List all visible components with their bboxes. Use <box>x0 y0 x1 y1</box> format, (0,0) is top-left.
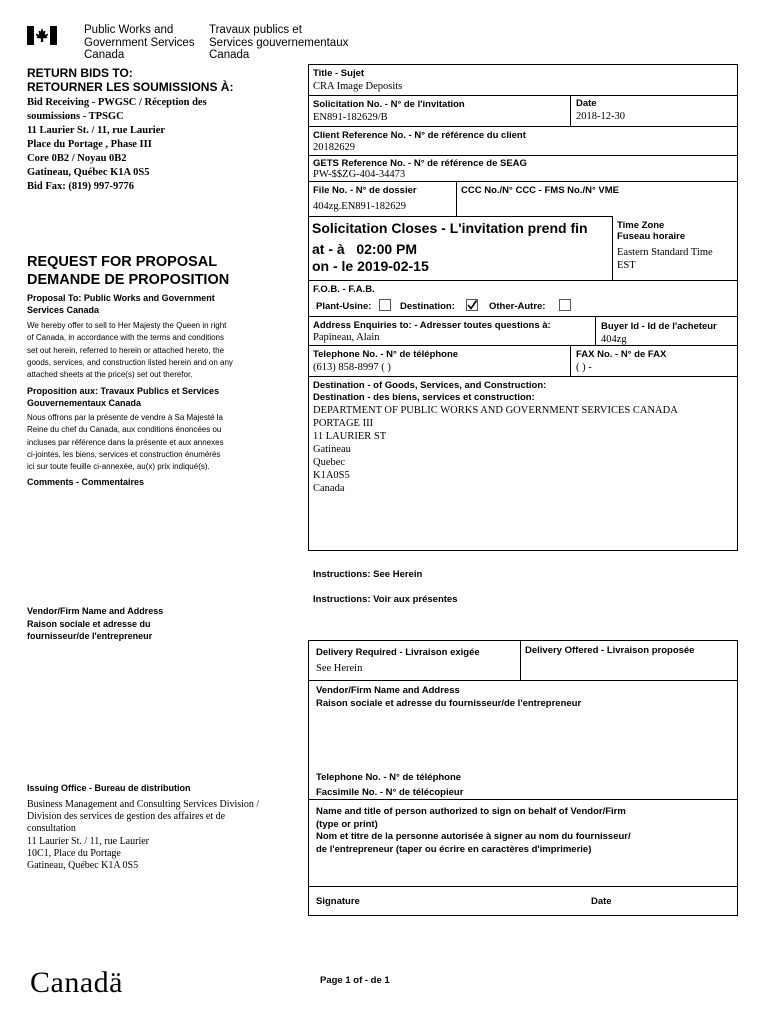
destination-checkbox[interactable] <box>466 299 478 311</box>
gets-value: PW-$$ZG-404-34473 <box>313 169 406 180</box>
solicitation-value: EN891-182629/B <box>313 112 388 123</box>
date-label: Date <box>576 98 597 109</box>
document-title: REQUEST FOR PROPOSAL DEMANDE DE PROPOSITION <box>27 254 230 288</box>
telephone-value: (613) 858-8997 ( ) <box>313 362 391 373</box>
proposal-text-en: We hereby offer to sell to Her Majesty the Queen in right of Canada, in accordance with the terms and conditions set out herein, referred to herein or attached hereto, the goods, services, and construction listed herein and on any attached sheets at the price(s) set out therefor. <box>27 321 233 380</box>
vendor-label-right: Vendor/Firm Name and Address Raison sociale et adresse du fournisseur/de l'entrepreneur <box>316 685 582 709</box>
department-name-fr: Travaux publics et Services gouvernementaux Canada <box>209 24 349 61</box>
solicitation-closes-heading: Solicitation Closes - L'invitation prend fin <box>312 220 588 236</box>
destination-address: DEPARTMENT OF PUBLIC WORKS AND GOVERNMENT SERVICES CANADA PORTAGE III 11 LAURIER ST Gatineau Quebec K1A0S5 Canada <box>313 405 678 494</box>
fob-label: F.O.B. - F.A.B. <box>313 284 375 295</box>
bid-receiving-address: Bid Receiving - PWGSC / Réception des soumissions - TPSGC 11 Laurier St. / 11, rue Laurier Place du Portage , Phase III Core 0B2 / Noyau 0B2 Gatineau, Québec K1A 0S5 Bid Fax: (819) 997-9776 <box>27 97 207 192</box>
page-number: Page 1 of - de 1 <box>320 975 390 986</box>
delivery-required-value: See Herein <box>316 663 363 674</box>
canada-flag-icon <box>27 26 57 45</box>
buyer-value: 404zg <box>601 334 627 345</box>
solicitation-label: Solicitation No. - N° de l'invitation <box>313 99 465 110</box>
plant-checkbox[interactable] <box>379 299 391 311</box>
issuing-office-label: Issuing Office - Bureau de distribution <box>27 783 191 793</box>
client-ref-label: Client Reference No. - N° de référence du client <box>313 130 526 141</box>
department-name-en: Public Works and Government Services Canada <box>84 24 195 61</box>
plant-label: Plant-Usine: <box>316 301 372 312</box>
other-label: Other-Autre: <box>489 301 546 312</box>
destination-label: Destination: <box>400 301 455 312</box>
comments-label: Comments - Commentaires <box>27 477 145 487</box>
address-enquiries-label: Address Enquiries to: - Adresser toutes questions à: <box>313 320 551 331</box>
time-zone-value: Eastern Standard Time EST <box>617 247 713 271</box>
closing-time: at - à 02:00 PM <box>312 241 418 257</box>
date-value: 2018-12-30 <box>576 111 625 122</box>
instructions-en: Instructions: See Herein <box>313 569 423 580</box>
check-mark-icon <box>466 299 478 311</box>
return-bids-heading: RETURN BIDS TO: RETOURNER LES SOUMISSIONS À: <box>27 66 234 94</box>
delivery-required-label: Delivery Required - Livraison exigée <box>316 647 480 658</box>
time-zone-label: Time Zone Fuseau horaire <box>617 220 686 242</box>
vendor-telephone-label: Telephone No. - N° de téléphone <box>316 772 462 783</box>
proposal-to-heading: Proposal To: Public Works and Government Services Canada <box>27 293 215 315</box>
authorized-signer-label: Name and title of person authorized to sign on behalf of Vendor/Firm (type or print) Nom et titre de la personne autorisée à signer au nom du fournisseur/ de l'entrepreneur (taper ou écrire en caractères d'imprimerie) <box>316 806 631 855</box>
vendor-label-left: Vendor/Firm Name and Address Raison sociale et adresse du fournisseur/de l'entrepreneur <box>27 606 164 641</box>
file-value: 404zg.EN891-182629 <box>313 201 407 212</box>
signature-label: Signature <box>316 896 360 907</box>
gets-label: GETS Reference No. - N° de référence de SEAG <box>313 158 527 169</box>
address-enquiries-value: Papineau, Alain <box>313 332 380 343</box>
delivery-offered-label: Delivery Offered - Livraison proposée <box>525 645 695 656</box>
client-ref-value: 20182629 <box>313 142 355 153</box>
fax-label: FAX No. - N° de FAX <box>576 349 667 360</box>
canada-wordmark: Canadä <box>30 966 123 999</box>
buyer-label: Buyer Id - Id de l'acheteur <box>601 321 717 332</box>
other-checkbox[interactable] <box>559 299 571 311</box>
title-value: CRA Image Deposits <box>313 81 403 92</box>
signature-date-label: Date <box>591 896 612 907</box>
issuing-office-address: Business Management and Consulting Services Division / Division des services de gestion des affaires et de consultation 11 Laurier St. / 11, rue Laurier 10C1, Place du Portage Gatineau, Québec K1A 0S5 <box>27 799 260 872</box>
instructions-fr: Instructions: Voir aux présentes <box>313 594 458 605</box>
vendor-facsimile-label: Facsimile No. - N° de télécopieur <box>316 787 464 798</box>
closing-date: on - le 2019-02-15 <box>312 258 429 274</box>
proposition-aux-heading: Proposition aux: Travaux Publics et Services Gouvernementaux Canada <box>27 386 220 408</box>
proposition-text-fr: Nous offrons par la présente de vendre à Sa Majesté la Reine du chef du Canada, aux conditions énoncées ou incluses par référence dans la présente et aux annexes ci-jointes, les biens, services et construction énumérés ici sur toute feuille ci-annexée, au(x) prix indiqué(s). <box>27 413 224 472</box>
destination-goods-label: Destination - of Goods, Services, and Construction: Destination - des biens, services et construction: <box>313 380 547 403</box>
file-label: File No. - N° de dossier <box>313 185 417 196</box>
ccc-label: CCC No./N° CCC - FMS No./N° VME <box>461 185 620 196</box>
fax-value: ( ) - <box>576 362 592 373</box>
title-label: Title - Sujet <box>313 68 365 79</box>
telephone-label: Telephone No. - N° de téléphone <box>313 349 459 360</box>
